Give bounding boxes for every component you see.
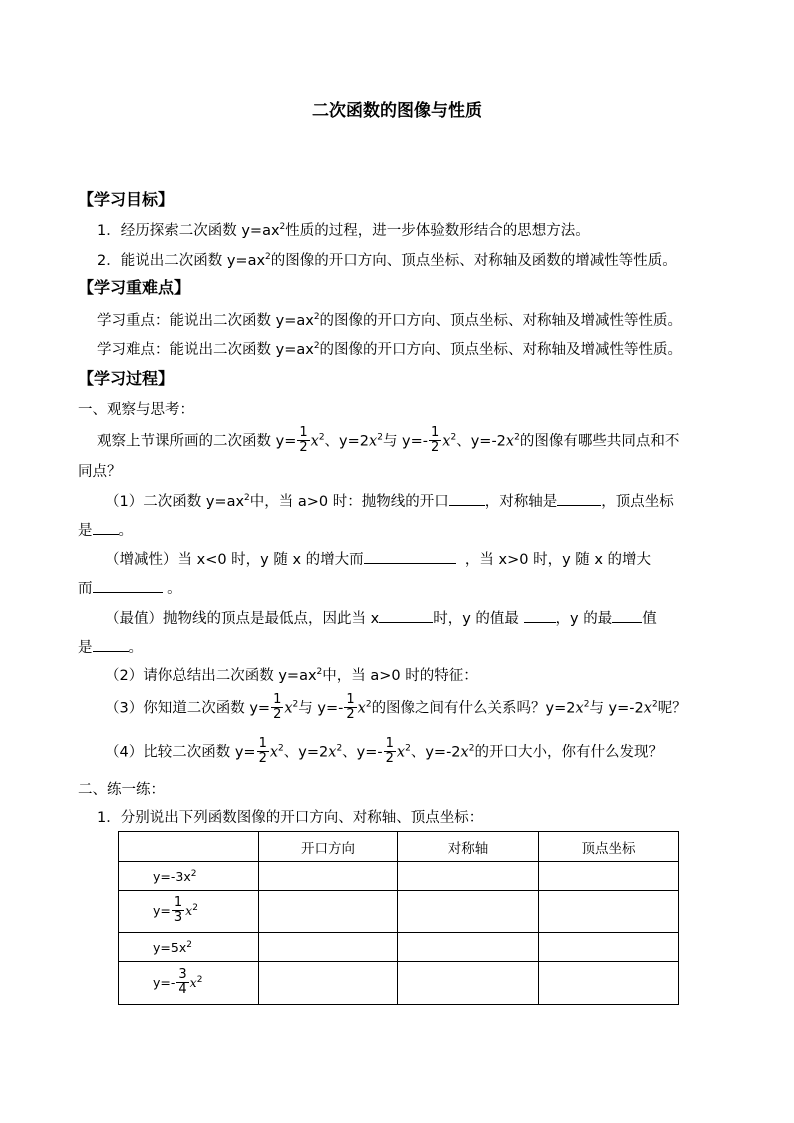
goal-item-1: 1．经历探索二次函数 $y=ax^2$性质的过程，进一步体验数形结合的思想方法。 — [97, 222, 590, 239]
observe-line-cont: 同点？ — [78, 464, 122, 480]
part1-title: 一、观察与思考： — [78, 402, 194, 418]
table-header-row — [119, 832, 679, 862]
fraction-three-quarters: $\frac{3}{4}$ — [178, 966, 187, 997]
question-2: （2）请你总结出二次函数 $y=ax^2$中，当 a>0 时的特征： — [105, 667, 478, 684]
question-1: （1）二次函数 $y=ax^2$中，当 a>0 时：抛物线的开口 ，对称轴是 ，顶点坐标 — [105, 491, 674, 512]
page-title: 二次函数的图像与性质 — [312, 101, 482, 121]
fraction-half: $\frac{1}{2}$ — [385, 736, 394, 766]
function-cell: $y=-3x^2$ — [119, 862, 259, 891]
section-goals-heading: 【学习目标】 — [78, 190, 175, 209]
answer-blank[interactable] — [557, 491, 601, 506]
question-1-cont: 是 。 — [78, 520, 133, 541]
key-point: 学习重点：能说出二次函数 $y=ax^2$的图像的开口方向、顶点坐标、对称轴及增减性等性质。 — [97, 312, 683, 329]
table-row — [119, 962, 679, 1005]
table-header-cell: 开口方向 — [259, 832, 398, 862]
practice-table — [118, 831, 679, 1005]
answer-blank[interactable] — [379, 608, 433, 623]
answer-cell[interactable] — [539, 891, 679, 933]
fraction-half: $\frac{1}{2}$ — [431, 425, 440, 455]
fraction-half: $\frac{1}{2}$ — [299, 425, 308, 455]
function-cell: y= $\frac{1}{3}$ $x^2$ — [119, 891, 259, 933]
fraction-third: $\frac{1}{3}$ — [173, 895, 183, 925]
answer-cell[interactable] — [539, 933, 679, 962]
function-cell: y=- $\frac{3}{4}$ $x^2$ — [119, 962, 259, 1005]
table-header-cell: 顶点坐标 — [539, 832, 679, 862]
answer-blank[interactable] — [93, 520, 119, 535]
answer-blank[interactable] — [524, 608, 556, 623]
section-key-heading: 【学习重难点】 — [78, 278, 191, 297]
table-header-cell: 对称轴 — [398, 832, 539, 862]
fraction-half: $\frac{1}{2}$ — [273, 692, 282, 722]
answer-blank[interactable] — [93, 637, 129, 652]
fraction-half: $\frac{1}{2}$ — [258, 736, 267, 766]
part2-title: 二、练一练： — [78, 782, 165, 798]
answer-blank[interactable] — [93, 578, 163, 593]
answer-cell[interactable] — [539, 862, 679, 891]
answer-cell[interactable] — [259, 891, 398, 933]
section-process-heading: 【学习过程】 — [78, 369, 175, 388]
extremum-cont: 是 。 — [78, 637, 143, 658]
fraction-half: $\frac{1}{2}$ — [346, 692, 355, 722]
answer-cell[interactable] — [398, 962, 539, 1005]
answer-blank[interactable] — [612, 608, 642, 623]
observe-line: 观察上节课所画的二次函数 y= $\frac{1}{2}$ $x^2$、$y=2x^2$与 y=- $\frac{1}{2}$ $x^2$、$y=-2x^2$的图像有哪些共同点和不 — [97, 425, 680, 455]
answer-cell[interactable] — [259, 933, 398, 962]
answer-cell[interactable] — [398, 933, 539, 962]
question-3: （3）你知道二次函数 y= $\frac{1}{2}$ $x^2$与 y=- $\frac{1}{2}$ $x^2$的图像之间有什么关系吗？$y=2x^2$与 $y=-2x^2$呢？ — [105, 692, 687, 722]
answer-cell[interactable] — [259, 862, 398, 891]
difficulty-point: 学习难点：能说出二次函数 $y=ax^2$的图像的开口方向、顶点坐标、对称轴及增减性等性质。 — [97, 341, 683, 358]
table-row — [119, 862, 679, 891]
answer-cell[interactable] — [259, 962, 398, 1005]
monotonicity-line: （增减性）当 x<0 时，y 随 x 的增大而 ，当 x>0 时，y 随 x 的增大 — [105, 549, 651, 570]
monotonicity-cont: 而 。 — [78, 578, 182, 599]
answer-cell[interactable] — [398, 862, 539, 891]
answer-blank[interactable] — [364, 549, 456, 564]
answer-cell[interactable] — [398, 891, 539, 933]
answer-cell[interactable] — [539, 962, 679, 1005]
answer-blank[interactable] — [449, 491, 485, 506]
question-4: （4）比较二次函数 y= $\frac{1}{2}$ $x^2$、$y=2x^2$、y=- $\frac{1}{2}$ $x^2$、$y=-2x^2$的开口大小，你有什么发现？ — [105, 736, 663, 766]
table-header-cell — [119, 832, 259, 862]
table-row — [119, 933, 679, 962]
practice-instruction: 1．分别说出下列函数图像的开口方向、对称轴、顶点坐标： — [97, 810, 484, 826]
goal-item-2: 2．能说出二次函数 $y=ax^2$的图像的开口方向、顶点坐标、对称轴及函数的增减性等性质。 — [97, 252, 677, 269]
extremum-line: （最值）抛物线的顶点是最低点，因此当 x 时，y 的值最 ，y 的最 值 — [105, 608, 657, 629]
table-row — [119, 891, 679, 933]
function-cell: $y=5x^2$ — [119, 933, 259, 962]
